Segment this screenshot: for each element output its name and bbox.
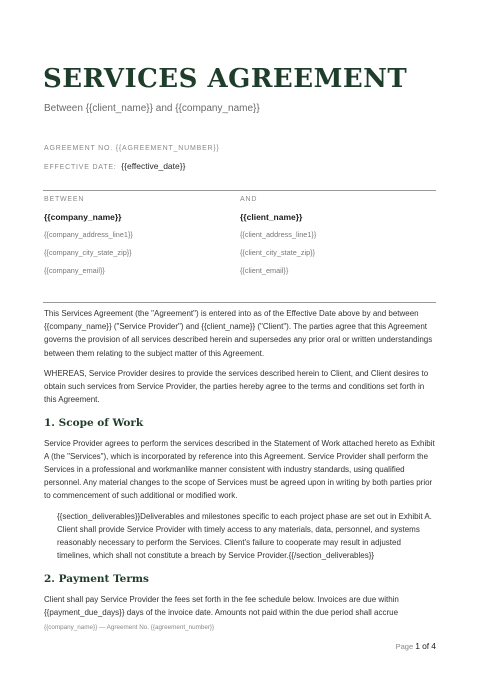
company-city-state-zip: {{company_city_state_zip}} [44,248,132,257]
deliverables-paragraph: {{section_deliverables}}Deliverables and milestones specific to each project phase are set out in Exhibit A. Client shall provide Service Provider with timely access to any materials, data, personnel, and systems reasonably necessary to perform the Services. Client's failure to cooperate may result in adjusted timelines, which shall not constitute a breach by Service Provider.{{/section_deliverables}} [57,511,432,561]
page-label: Page [395,642,414,651]
document-title: SERVICES AGREEMENT [43,64,408,94]
effective-date [44,161,185,171]
agreement-body [44,307,436,626]
party-between [44,196,234,284]
agreement-number-value: {{AGREEMENT_NUMBER}} [115,145,220,152]
document-subtitle: Between {{client_name}} and {{company_name}} [44,103,260,114]
agreement-number-label: AGREEMENT NO. [44,145,114,152]
client-email: {{client_email}} [240,266,289,275]
party-between-label: BETWEEN [44,196,85,203]
section-paragraph: Service Provider agrees to perform the services described in the Statement of Work attached hereto as Exhibit A (the "Services"), which is incorporated by reference into this Agreement. Service Provider shall perform the Services in a professional and workmanlike manner consistent with industry standards, using qualified personnel. Any material changes to the scope of Services must be agreed upon in writing by both parties prior to commencement of such additional or modified work. [44,438,435,501]
company-name: {{company_name}} [44,212,122,222]
company-address: {{company_address_line1}} [44,230,133,239]
company-email: {{company_email}} [44,266,105,275]
page-number [396,641,436,651]
page-of: of [422,641,430,651]
section-paragraph: Client shall pay Service Provider the fees set forth in the fee schedule below. Invoices are due within {{payment_due_days}} days of the invoice date. Amounts not paid within the due period shall accrue [44,594,399,617]
client-city-state-zip: {{client_city_state_zip}} [240,248,316,257]
footer-text: {{company_name}} — Agreement No. {{agreement_number}} [44,624,215,631]
page-total: 4 [431,641,436,651]
section-heading: 2. Payment Terms [44,573,149,586]
agreement-number [44,145,220,152]
divider [43,302,436,303]
section-heading: 1. Scope of Work [44,417,144,430]
client-name: {{client_name}} [240,212,303,222]
party-and [240,196,430,284]
effective-date-label: EFFECTIVE DATE: [44,164,117,171]
intro-paragraph: This Services Agreement (the "Agreement") is entered into as of the Effective Date above by and between {{company_name}} ("Service Provider") and {{client_name}} ("Client"). The parties agree that this Agreement governs the provision of all services described herein and supersedes any prior oral or written understandings between them relating to the subject matter of this Agreement. [44,309,433,358]
divider [43,190,436,191]
effective-date-value: {{effective_date}} [121,161,186,171]
party-and-label: AND [240,196,258,203]
client-address: {{client_address_line1}} [240,230,317,239]
page-current: 1 [415,641,420,651]
whereas-paragraph: WHEREAS, Service Provider desires to provide the services described herein to Client, and Client desires to obtain such services from Service Provider, the parties hereby agree to the terms and conditions set forth in this Agreement. [44,368,429,405]
